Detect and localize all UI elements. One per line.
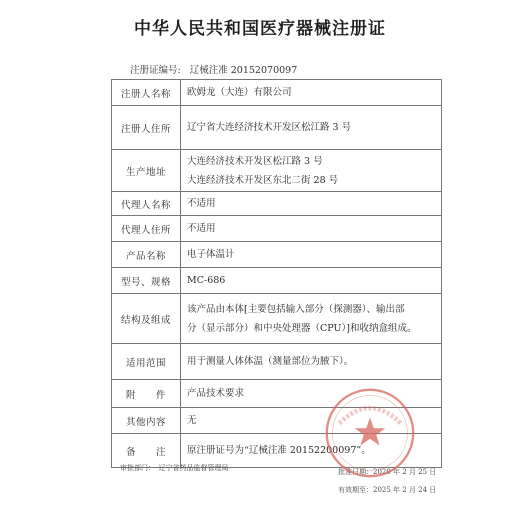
value-line: 不适用 — [187, 223, 216, 234]
value-line: 用于测量人体体温（测量部位为腋下）。 — [187, 356, 354, 367]
value-line: MC-686 — [187, 275, 226, 286]
issuing-authority: 审批部门： 辽宁省药品监督管理局 — [120, 464, 229, 472]
field-value — [181, 268, 442, 294]
seal-star-icon — [355, 418, 386, 446]
value-line: 该产品由本体[主要包括输入部分（探测器）、输出部 — [187, 303, 405, 315]
field-label: 适用范围 — [112, 344, 181, 380]
field-label: 产品名称 — [112, 242, 181, 268]
value-line: 欧姆龙（大连）有限公司 — [187, 87, 292, 98]
field-value — [181, 106, 442, 150]
field-label: 代理人名称 — [112, 192, 181, 216]
table-row — [112, 192, 442, 216]
value-line: 大连经济技术开发区松江路 3 号 — [187, 155, 323, 167]
field-label: 其他内容 — [112, 408, 181, 434]
expiry-date: 有效期至：2025 年 2 月 24 日 — [338, 486, 437, 494]
field-label: 注册人住所 — [112, 106, 181, 150]
table-row — [112, 242, 442, 268]
table-row — [112, 268, 442, 294]
field-label: 代理人住所 — [112, 216, 181, 242]
value-line: 产品技术要求 — [187, 388, 245, 399]
value-line: 原注册证号为“辽械注准 20152200097”。 — [187, 445, 371, 456]
registration-number-label: 注册证编号: — [130, 65, 181, 76]
certificate-title: 中华人民共和国医疗器械注册证 — [134, 19, 386, 39]
field-label: 生产地址 — [112, 150, 181, 192]
field-value — [181, 80, 442, 106]
field-value — [181, 192, 442, 216]
value-line: 不适用 — [187, 198, 216, 209]
official-seal-stamp — [322, 385, 418, 481]
field-value — [181, 150, 442, 192]
field-label: 备 注 — [112, 434, 181, 468]
field-value — [181, 242, 442, 268]
table-row — [112, 216, 442, 242]
value-line: 辽宁省大连经济技术开发区松江路 3 号 — [187, 122, 352, 133]
field-label: 附 件 — [112, 380, 181, 408]
field-value — [181, 216, 442, 242]
field-label: 型号、规格 — [112, 268, 181, 294]
approval-date: 批准日期：2020 年 2 月 25 日 — [338, 468, 437, 476]
table-row — [112, 150, 442, 192]
value-line: 大连经济技术开发区东北二街 28 号 — [187, 174, 339, 186]
registration-number — [130, 62, 297, 76]
field-label: 注册人名称 — [112, 80, 181, 106]
table-row — [112, 106, 442, 150]
table-row — [112, 80, 442, 106]
field-value — [181, 294, 442, 344]
table-row — [112, 294, 442, 344]
value-line: 分（显示部分）和中央处理器（CPU）]和收纳盒组成。 — [187, 322, 417, 334]
field-label: 结构及组成 — [112, 294, 181, 344]
table-row — [112, 344, 442, 380]
field-value — [181, 344, 442, 380]
value-line: 无 — [187, 415, 197, 426]
registration-number-value: 辽械注准 20152070097 — [189, 65, 298, 76]
value-line: 电子体温计 — [187, 249, 235, 260]
